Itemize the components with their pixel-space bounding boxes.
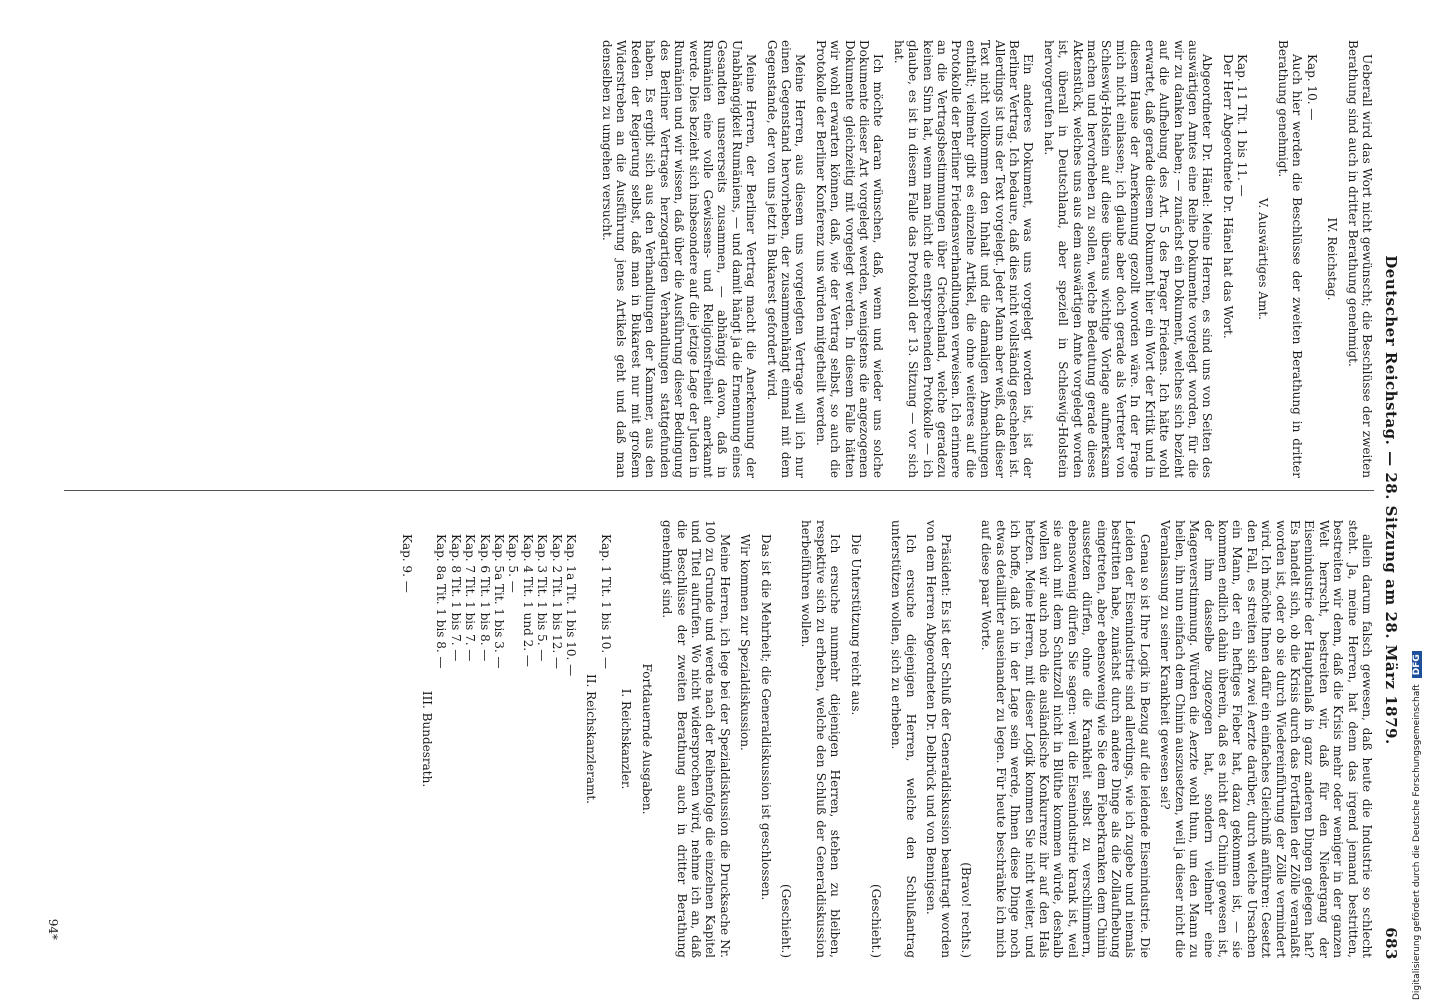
- list-item: Kap. 8 Tit. 1 bis 7. —: [448, 534, 463, 662]
- digitization-text: Digitalisierung gefördert durch die Deutsche Forschungsgemeinschaft: [1412, 684, 1422, 1000]
- dfg-logo: DFG: [1412, 651, 1422, 678]
- paragraph: Ich möchte daran wünschen, daß, wenn und wieder uns solche Dokumente dieser Art vorgelegt werden, wenigstens die angezogenen Dokumente gleichzeitig mit vorgelegt werden. In diesem Falle hätten wir wohl erwarten können, daß, wie der Vertrag selbst, so auch die Protokolle der Berliner Konferenz uns würden mitgetheilt werden.: [813, 40, 886, 478]
- page-title: Deutscher Reichstag. — 28. Sitzung am 28. März 1879.: [1382, 255, 1400, 745]
- paragraph: Genau so ist Ihre Logik in Bezug auf die leidende Eisenindustrie. Die Leiden der Eisenindustrie sind allerdings, wie ich zugebe und niemals bestritten habe, zunächst durch andere Dinge als die Zollaufhebung eingetreten, aber ebensowenig wie Sie dem Fieberkranken dem Chinin aussetzen dürfen, ohne die Krankheit selbst zu verschlimmern, ebensowenig dürfen Sie sagen: weil die Eisenindustrie krank ist, weil sie auch mit dem Schutzzoll nicht in Blüthe kommen würde, deshalb wollen wir auch noch die ausländische Konkurrenz ihr auf den Hals hetzen. Meine Herren, mit dieser Logik kommen Sie nicht weiter, und ich hoffe, daß ich in der Lage sein werde, Ihnen diese Dinge noch etwas detaillirter auseinander zu legen. Für heute beschränke ich mich auf diese paar Worte.: [979, 520, 1152, 958]
- paragraph: (Geschieht.): [869, 884, 883, 958]
- paragraph: allein darum falsch gewesen, daß heute die Industrie so schlecht steht. Ja, meine Herren, hat denn das irgend jemand bestritten, bestreiten wir denn, daß die Krisis mehr oder weniger in der ganzen Welt herrscht, bestreiten wir, daß für den Niedergang der Eisenindustrie der Hauptanlaß in ganz anderen Dingen gelegen hat? Es handelt sich, ob die Krisis durch das Fortfallen der Zölle veranlaßt worden ist, oder ob sie durch Wiedereinführung der Zölle vermindert wird. Ich möchte Ihnen dafür ein einfaches Gleichniß anführen: Gesetzt den Fall, es streiten sich zwei Aerzte darüber, durch welche Ursachen ein Mann, der ein heftiges Fieber hat, dazu gekommen ist, — sie kommen endlich dahin überein, daß es nicht der Chinin gewesen ist, der ihm dasselbe zugezogen hat, sondern vielmehr eine Magenverstimmung. Würden die Aerzte wohl thun, um den Mann zu heilen, ihn nun einfach dem Chinin auszusetzen, weil ja dieser nicht die Veranlassung zu seiner Krankheit gewesen sei?: [1158, 520, 1374, 958]
- paragraph: Das ist die Mehrheit; die Generaldiskussion ist geschlossen.: [758, 534, 773, 901]
- list-item: Kap. 10. —: [1304, 54, 1319, 121]
- right-column: [44, 520, 1374, 958]
- list-item: Kap. 3 Tit. 1 bis 5. —: [535, 534, 550, 662]
- column-divider: [64, 490, 1374, 491]
- paragraph: Ich ersuche diejenigen Herren, welche den Schlußantrag unterstützen wollen, sich zu erheben.: [889, 520, 918, 958]
- signature-mark: 94*: [46, 918, 60, 940]
- paragraph: (Geschieht.): [778, 884, 793, 958]
- paragraph: Meine Herren, ich lege bei der Spezialdiskussion die Drucksache Nr. 100 zu Grunde und werde nach der Reihenfolge die einzelnen Kapitel und Titel aufrufen. Wo nicht widersprochen wird, nehme ich an, daß die Beschlüsse der zweiten Berathung auch in dritter Berathung genehmigt sind.: [660, 520, 732, 958]
- list-item: Kap. 8a Tit. 1 bis 8. —: [434, 534, 449, 669]
- list-item: Kap. 6 Tit. 1 bis 8. —: [477, 534, 492, 662]
- paragraph: Wir kommen zur Spezialdiskussion.: [738, 534, 753, 751]
- section-heading: II. Reichskanzleramt.: [584, 673, 599, 804]
- list-item: Kap. 1 Tit. 1 bis 10. —: [598, 534, 613, 670]
- list-item: Kap. 4 Tit. 1 und 2. —: [520, 534, 535, 667]
- list-item: Kap. 5. —: [506, 534, 521, 593]
- section-heading: IV. Reichstag.: [1325, 217, 1340, 301]
- digitization-note: [1412, 651, 1422, 1000]
- list-item: Kap. 5a Tit. 1 bis 3. —: [492, 534, 507, 669]
- section-heading: I. Reichskanzler.: [619, 688, 634, 790]
- paragraph: Meine Herren, der Berliner Vertrag macht die Anerkennung der Unabhängigkeit Rumäniens, — und damit hängt ja die Ernennung eines Gesandten unsererseits zusammen, — abhängig davon, daß in Rumänien eine volle Gewissens- und Religionsfreiheit anerkannt werde. Dies bezieht sich insbesondere auf die jetzige Lage der Juden in Rumänien und wir wissen, daß über die Ausführung dieser Bedingung des Berliner Vertrages herzogartigen Verhandlungen stattgefunden haben. Es ergibt sich aus den Verhandlungen der Kammer, aus den Reden der Regierung selbst, daß man in Bukarest nur mit großem Widerstreben an die Ausführung jenes Artikels geht und daß man denselben zu umgehen versucht.: [600, 40, 759, 478]
- paragraph: Präsident: Es ist der Schluß der Generaldiskussion beantragt worden von dem Herren Abgeordneten Dr. Delbrück und von Bennigsen.: [924, 520, 953, 958]
- section-heading: V. Auswärtiges Amt.: [1255, 197, 1270, 320]
- list-item: Kap. 2 Tit. 1 bis 12. —: [549, 534, 564, 670]
- paragraph: Der Herr Abgeordnete Dr. Hänel hat das Wort.: [1220, 54, 1235, 339]
- paragraph: (Bravo! rechts.): [959, 862, 974, 958]
- running-head: [1374, 40, 1400, 960]
- paragraph: Ein anderes Dokument, was uns vorgelegt worden ist, ist der Berliner Vertrag. Ich bedaure, daß dies nicht vollständig geschehen ist. Allerdings ist uns der Text vorgelegt. Jeder Mann aber weiß, daß dieser Text nicht vollkommen den Inhalt und die damaligen Abmachungen enthält; vielmehr gibt es einzelne Artikel, die ohne weiteres auf die Protokolle der Berliner Friedensverhandlungen verweisen. Ich erinnere an die Vertragsbestimmungen über Griechenland, welche geradezu keinen Sinn hat, wenn man nicht die entsprechenden Protokolle — ich glaube, es ist in diesem Falle das Protokoll der 13. Sitzung — vor sich hat.: [891, 40, 1036, 478]
- list-item: Kap. 1a Tit. 1 bis 10. —: [564, 534, 579, 677]
- paragraph: Meine Herren, aus diesem uns vorgelegten Vertrage will ich nur einen Gegenstand hervorheben, der zusammenhängt einmal mit dem Gegenstande, der von uns jetzt in Bukarest gefordert wird.: [764, 40, 808, 478]
- paragraph: Ich ersuche nunmehr diejenigen Herren, stehen zu bleiben, respektive sich zu erheben, welche den Schluß der Generaldiskussion herbeiführen wollen.: [799, 520, 843, 958]
- list-item: Kap. 9. —: [399, 534, 414, 593]
- paragraph: Die Unterstützung reicht aus.: [848, 534, 863, 716]
- paragraph: Auch hier werden die Beschlüsse der zweiten Berathung in dritter Berathung genehmigt.: [1275, 40, 1305, 478]
- list-item: Kap. 11 Tit. 1 bis 11. —: [1235, 54, 1250, 197]
- list-item: Kap. 7 Tit. 1 bis 7. —: [463, 534, 478, 662]
- paragraph: Ueberall wird das Wort nicht gewünscht; die Beschlüsse der zweiten Berathung sind auch in dritter Berathung genehmigt.: [1345, 40, 1374, 478]
- page-number: 683: [1382, 927, 1400, 960]
- section-heading: III. Bundesrath.: [420, 690, 435, 788]
- section-heading: Fortdauernde Ausgaben.: [639, 663, 654, 815]
- left-column: [44, 40, 1374, 478]
- paragraph: Abgeordneter Dr. Hänel: Meine Herren, es sind uns von Seiten des auswärtigen Amtes eine Reihe Dokumente vorgelegt worden, für die wir zu danken haben; — zunächst ein Dokument, welches sich bezieht auf die Aufhebung des Art. 5 des Prager Friedens. Ich hätte wohl erwartet, daß gerade diesem Dokument hier ein Wort der Kritik und in diesem Hause der Anerkennung gezollt worden wäre. In der Frage mich nicht einlassen; ich glaube aber doch gerade als Vertreter von Schleswig-Holstein auf diese überaus wichtige Vorlage aufmerksam machen und hervorheben zu sollen, welche Bedeutung gerade dieses Aktenstück, welches uns aus dem auswärtigen Amte vorgelegt worden ist, überall in Deutschland, aber speziell in Schleswig-Holstein hervorgerufen hat.: [1041, 40, 1215, 478]
